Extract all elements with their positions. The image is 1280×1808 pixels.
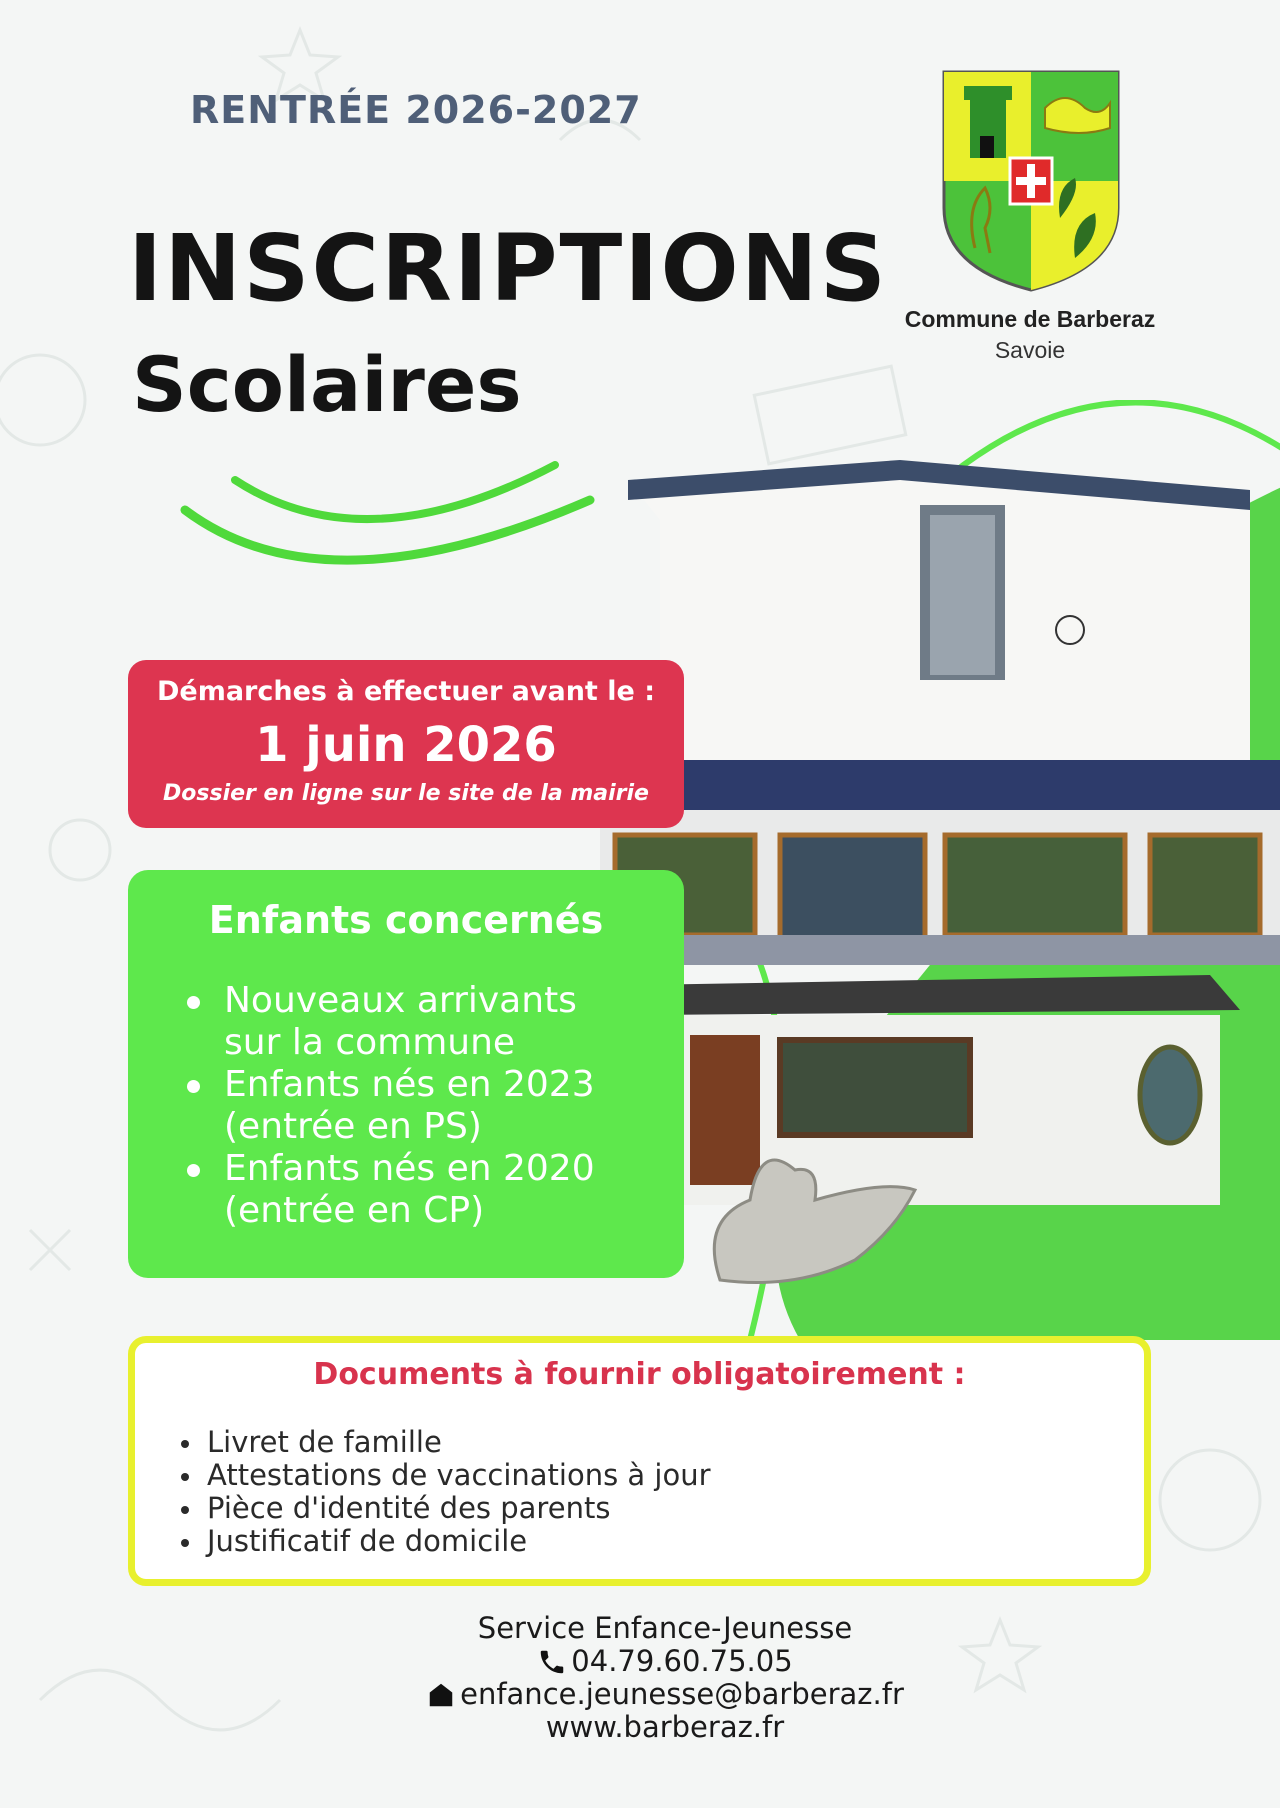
list-item: Pièce d'identité des parents bbox=[207, 1492, 1144, 1525]
commune-name: Commune de Barberaz bbox=[904, 306, 1156, 332]
eligible-children-list bbox=[128, 980, 684, 1232]
phone-number[interactable]: 04.79.60.75.05 bbox=[571, 1644, 793, 1678]
coat-of-arms-logo bbox=[940, 68, 1122, 294]
list-item: Attestations de vaccinations à jour bbox=[207, 1459, 1144, 1492]
list-item-line: Enfants nés en 2020 bbox=[224, 1148, 595, 1189]
contact-block bbox=[340, 1612, 990, 1744]
home-icon bbox=[426, 1680, 456, 1710]
list-item-line: (entrée en CP) bbox=[224, 1190, 485, 1231]
list-item: Livret de famille bbox=[207, 1426, 1144, 1459]
school-building-photo bbox=[600, 400, 1280, 1340]
email-link[interactable]: enfance.jeunesse@barberaz.fr bbox=[460, 1677, 904, 1711]
list-item-line: (entrée en PS) bbox=[224, 1106, 482, 1147]
list-item-line: Enfants nés en 2023 bbox=[224, 1064, 595, 1105]
deadline-intro: Démarches à effectuer avant le : bbox=[156, 676, 655, 707]
green-swoosh-decoration bbox=[175, 455, 605, 605]
phone-icon bbox=[537, 1647, 567, 1677]
deadline-date: 1 juin 2026 bbox=[255, 717, 557, 773]
school-year-subtitle: RENTRÉE 2026-2027 bbox=[190, 88, 642, 132]
list-item bbox=[224, 1064, 684, 1148]
eligible-children-panel bbox=[128, 870, 684, 1278]
email-row[interactable] bbox=[340, 1678, 990, 1711]
deadline-banner bbox=[128, 660, 684, 828]
required-documents-panel bbox=[128, 1336, 1151, 1586]
required-documents-list bbox=[135, 1426, 1144, 1558]
page-title: INSCRIPTIONS bbox=[128, 215, 888, 322]
page-title-secondary: Scolaires bbox=[132, 340, 522, 429]
service-name: Service Enfance-Jeunesse bbox=[477, 1611, 853, 1645]
eligible-children-heading: Enfants concernés bbox=[208, 898, 604, 942]
commune-label bbox=[850, 306, 1210, 364]
list-item-line: sur la commune bbox=[224, 1022, 516, 1063]
list-item bbox=[224, 1148, 684, 1232]
commune-region: Savoie bbox=[994, 337, 1066, 363]
deadline-note: Dossier en ligne sur le site de la mairie bbox=[163, 781, 649, 806]
website-link[interactable]: www.barberaz.fr bbox=[545, 1710, 785, 1744]
required-documents-heading: Documents à fournir obligatoirement : bbox=[313, 1357, 966, 1392]
list-item bbox=[224, 980, 684, 1064]
list-item: Justificatif de domicile bbox=[207, 1525, 1144, 1558]
list-item-line: Nouveaux arrivants bbox=[224, 980, 577, 1021]
phone-row[interactable] bbox=[340, 1645, 990, 1678]
